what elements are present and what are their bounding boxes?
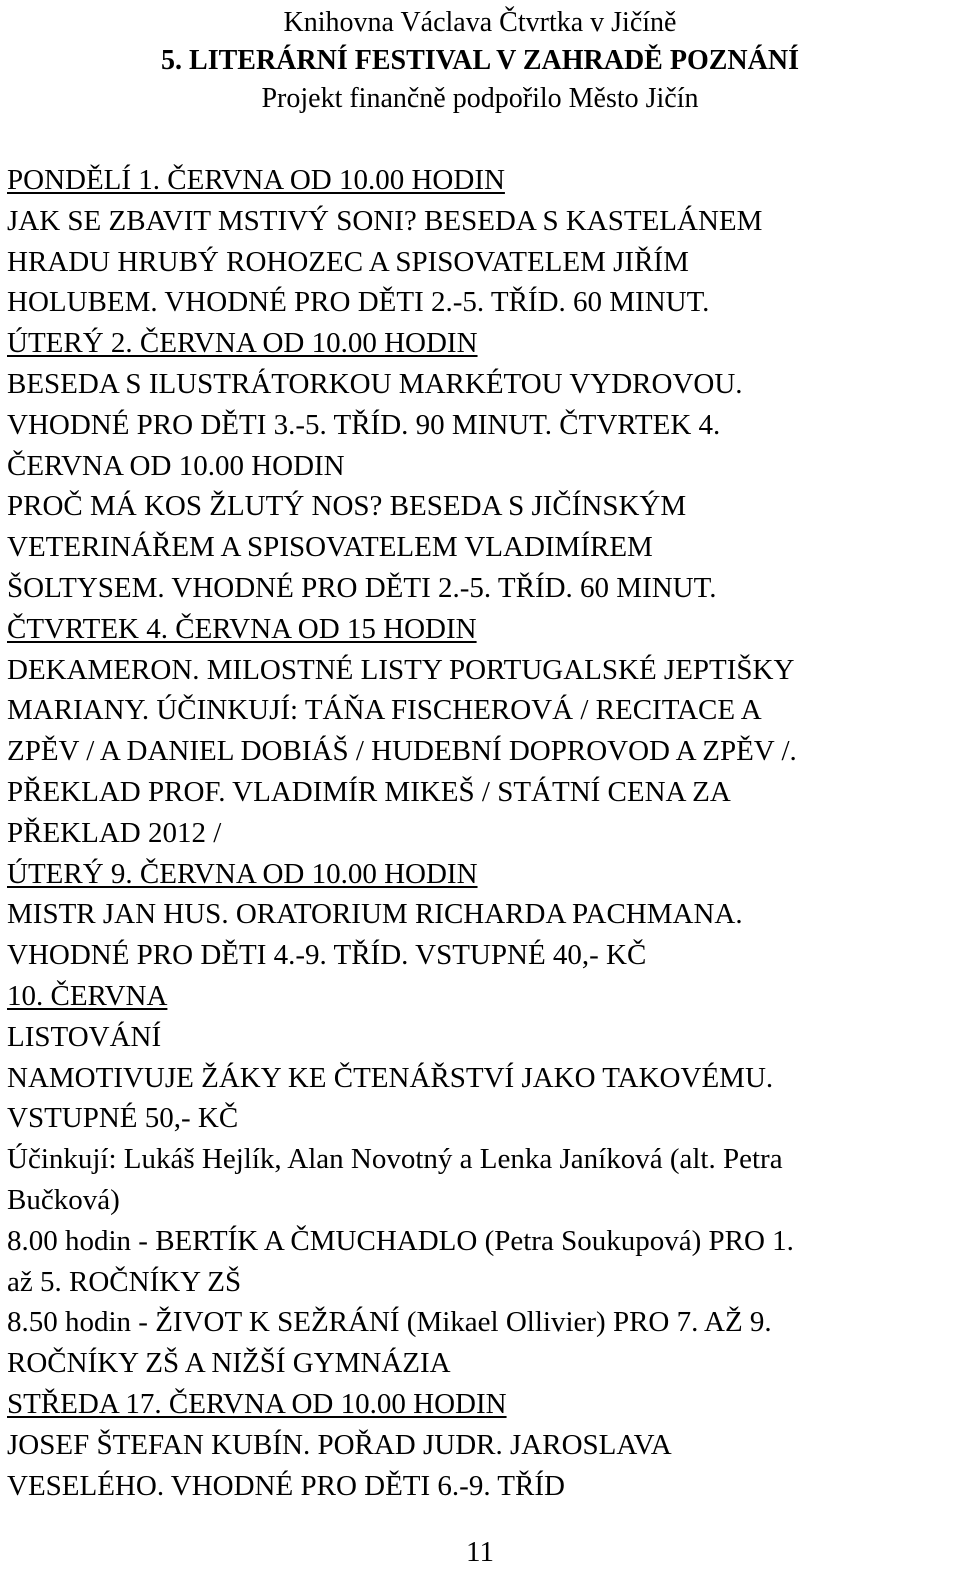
event-text-line: VHODNÉ PRO DĚTI 4.-9. TŘÍD. VSTUPNÉ 40,- KČ (7, 939, 647, 972)
festival-title: 5. LITERÁRNÍ FESTIVAL V ZAHRADĚ POZNÁNÍ (161, 45, 799, 76)
event-text-line: JAK SE ZBAVIT MSTIVÝ SONI? BESEDA S KASTELÁNEM (7, 204, 763, 237)
event-text-line: Bučková) (7, 1183, 120, 1216)
event-text-line: LISTOVÁNÍ (7, 1020, 162, 1053)
event-text-line: až 5. ROČNÍKY ZŠ (7, 1265, 242, 1298)
event-text-line: MISTR JAN HUS. ORATORIUM RICHARDA PACHMANA. (7, 898, 743, 931)
event-text-line: HOLUBEM. VHODNÉ PRO DĚTI 2.-5. TŘÍD. 60 MINUT. (7, 286, 710, 319)
event-text-line: JOSEF ŠTEFAN KUBÍN. POŘAD JUDR. JAROSLAVA (7, 1428, 672, 1461)
event-text-line: BESEDA S ILUSTRÁTORKOU MARKÉTOU VYDROVOU. (7, 367, 743, 400)
event-text-line: HRADU HRUBÝ ROHOZEC A SPISOVATELEM JIŘÍM (7, 245, 689, 278)
event-text-line: VHODNÉ PRO DĚTI 3.-5. TŘÍD. 90 MINUT. ČTVRTEK 4. (7, 408, 721, 441)
event-text-line: NAMOTIVUJE ŽÁKY KE ČTENÁŘSTVÍ JAKO TAKOVÉMU. (7, 1061, 774, 1094)
event-text-line: PROČ MÁ KOS ŽLUTÝ NOS? BESEDA S JIČÍNSKÝM (7, 490, 687, 523)
event-text-line: 8.50 hodin - ŽIVOT K SEŽRÁNÍ (Mikael Ollivier) PRO 7. AŽ 9. (7, 1306, 772, 1339)
event-text-line: PŘEKLAD PROF. VLADIMÍR MIKEŠ / STÁTNÍ CENA ZA (7, 775, 731, 808)
event-text-line: VETERINÁŘEM A SPISOVATELEM VLADIMÍREM (7, 531, 653, 564)
event-text-line: VSTUPNÉ 50,- KČ (7, 1102, 239, 1135)
event-date-line: ČERVNA OD 10.00 HODIN (7, 449, 345, 482)
library-name: Knihovna Václava Čtvrtka v Jičíně (283, 7, 677, 38)
event-text-line: ROČNÍKY ZŠ A NIŽŠÍ GYMNÁZIA (7, 1347, 451, 1380)
program-listing (7, 160, 957, 1506)
event-text-line: 8.00 hodin - BERTÍK A ČMUCHADLO (Petra Soukupová) PRO 1. (7, 1224, 794, 1257)
document-header (0, 4, 960, 118)
event-date-line: STŘEDA 17. ČERVNA OD 10.00 HODIN (7, 1387, 507, 1420)
event-date-line: 10. ČERVNA (7, 979, 168, 1012)
event-date-line: PONDĚLÍ 1. ČERVNA OD 10.00 HODIN (7, 164, 505, 196)
event-date-line: ÚTERÝ 2. ČERVNA OD 10.00 HODIN (7, 327, 478, 360)
event-date-line: ČTVRTEK 4. ČERVNA OD 15 HODIN (7, 612, 477, 645)
event-date-line: ÚTERÝ 9. ČERVNA OD 10.00 HODIN (7, 857, 478, 890)
page-number: 11 (466, 1536, 494, 1568)
sponsor-note: Projekt finančně podpořilo Město Jičín (261, 83, 699, 114)
event-text-line: PŘEKLAD 2012 / (7, 816, 222, 849)
event-text-line: DEKAMERON. MILOSTNÉ LISTY PORTUGALSKÉ JEPTIŠKY (7, 653, 795, 686)
event-text-line: MARIANY. ÚČINKUJÍ: TÁŇA FISCHEROVÁ / RECITACE A (7, 694, 762, 727)
event-text-line: ZPĚV / A DANIEL DOBIÁŠ / HUDEBNÍ DOPROVOD A ZPĚV /. (7, 735, 797, 768)
event-text-line: Účinkují: Lukáš Hejlík, Alan Novotný a Lenka Janíková (alt. Petra (7, 1143, 783, 1176)
event-text-line: VESELÉHO. VHODNÉ PRO DĚTI 6.-9. TŘÍD (7, 1469, 565, 1502)
event-text-line: ŠOLTYSEM. VHODNÉ PRO DĚTI 2.-5. TŘÍD. 60 MINUT. (7, 571, 717, 604)
